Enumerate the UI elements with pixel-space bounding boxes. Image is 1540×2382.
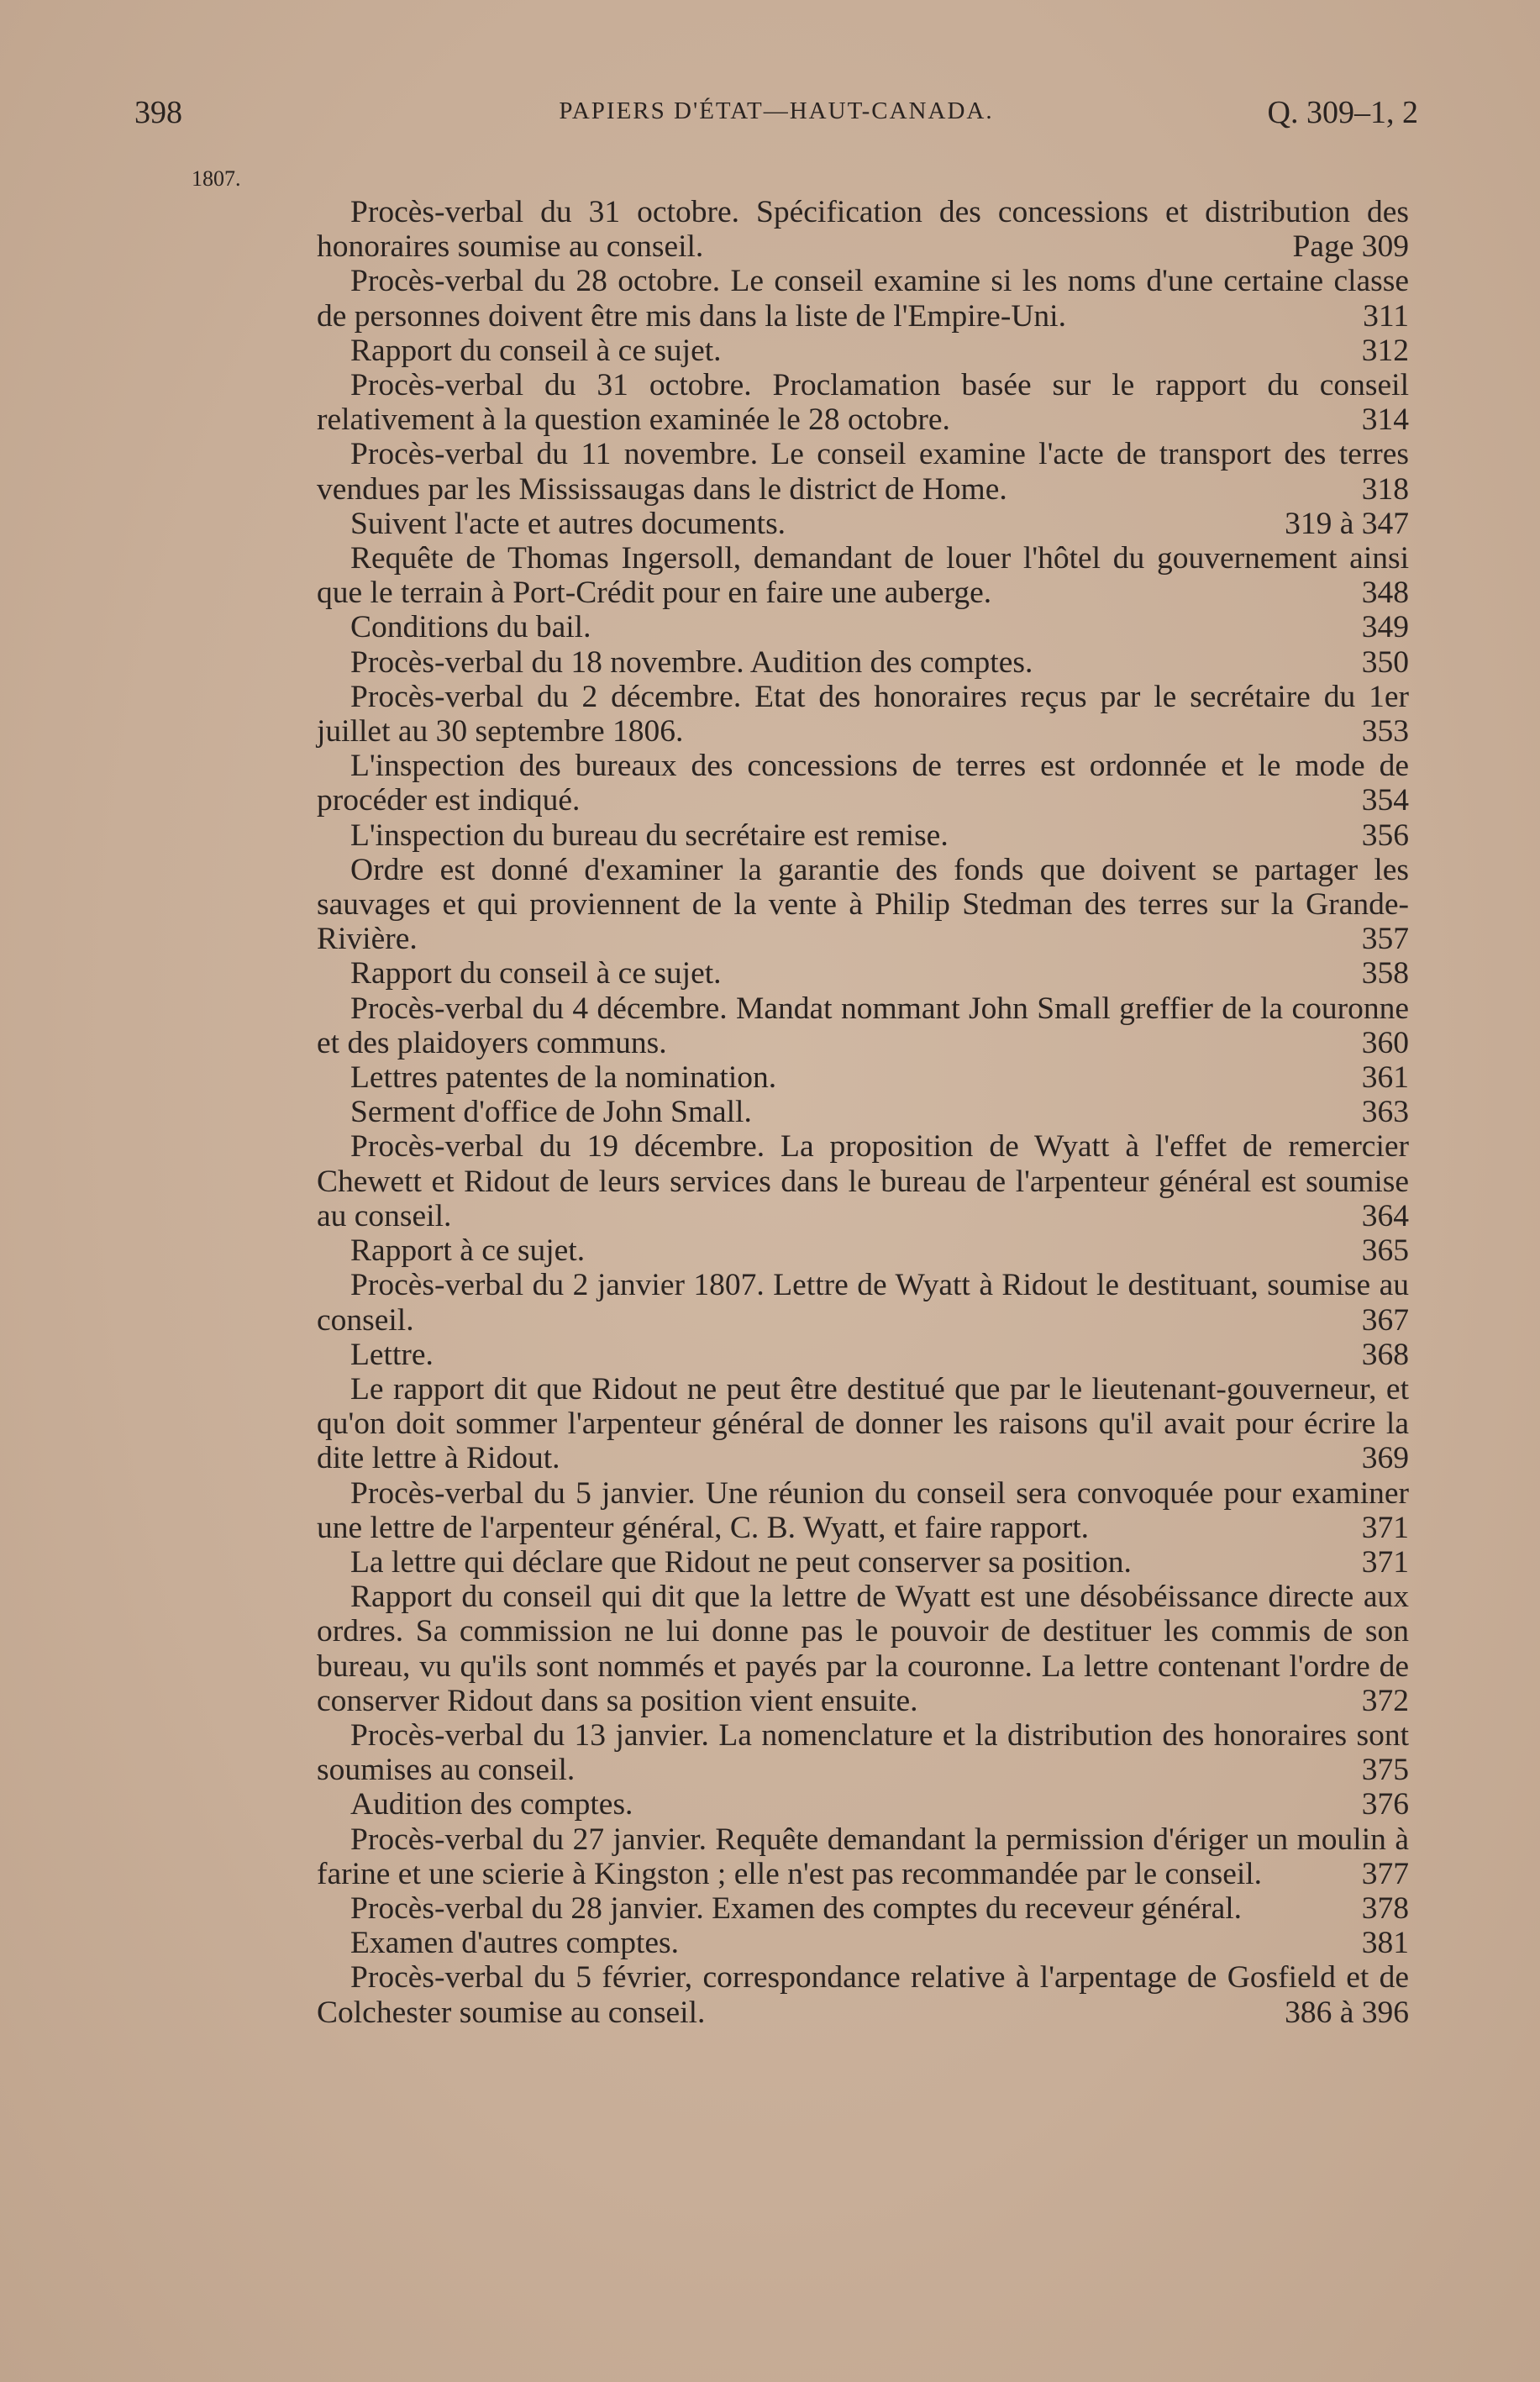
entry-page-reference: 369 xyxy=(1361,1441,1409,1476)
entry-description: La lettre qui déclare que Ridout ne peut conserver sa position. xyxy=(350,1544,1132,1580)
year-marginal-note: 1807. xyxy=(192,166,241,191)
calendar-entry xyxy=(317,853,1409,957)
entry-description: Procès-verbal du 19 décembre. La proposition de Wyatt à l'effet de remercier Chewett et Ridout de leurs services dans le bureau de l'arpenteur général est soumise au conseil. xyxy=(317,1129,1409,1233)
calendar-entry xyxy=(317,1129,1409,1233)
entry-page-reference: 371 xyxy=(1361,1544,1409,1580)
entry-description: Procès-verbal du 18 novembre. Audition des comptes. xyxy=(350,644,1033,680)
entry-page-reference: 312 xyxy=(1361,333,1409,368)
calendar-entry xyxy=(317,1233,1409,1268)
entry-description: Procès-verbal du 11 novembre. Le conseil examine l'acte de transport des terres vendues par les Mississaugas dans le district de Home. xyxy=(317,437,1409,507)
calendar-entry xyxy=(317,264,1409,333)
entry-page-reference: Page 309 xyxy=(1292,229,1409,265)
entry-page-reference: 367 xyxy=(1361,1302,1409,1338)
entry-page-reference: 360 xyxy=(1361,1025,1409,1060)
entry-description: Procès-verbal du 28 janvier. Examen des comptes du receveur général. xyxy=(350,1890,1243,1926)
calendar-entry xyxy=(317,1580,1409,1718)
calendar-entry xyxy=(317,1476,1409,1545)
entry-page-reference: 353 xyxy=(1361,714,1409,749)
entry-description: Conditions du bail. xyxy=(350,610,591,645)
calendar-entry xyxy=(317,645,1409,680)
entry-page-reference: 361 xyxy=(1361,1060,1409,1096)
entry-description: L'inspection des bureaux des concessions de terres est ordonnée et le mode de procéder est indiqué. xyxy=(317,749,1409,818)
calendar-entry xyxy=(317,1268,1409,1337)
entry-page-reference: 363 xyxy=(1361,1095,1409,1130)
entry-page-reference: 364 xyxy=(1361,1198,1409,1233)
entry-description: Requête de Thomas Ingersoll, demandant de louer l'hôtel du gouvernement ainsi que le terrain à Port-Crédit pour en faire une auberge. xyxy=(317,541,1409,611)
entry-description: Suivent l'acte et autres documents. xyxy=(350,506,786,541)
entry-description: Le rapport dit que Ridout ne peut être destitué que par le lieutenant-gouverneur, et qu'on doit sommer l'arpenteur général de donner les raisons qu'il avait pour écrire la dite lettre à Ridout. xyxy=(317,1371,1409,1476)
calendar-entry xyxy=(317,334,1409,368)
entry-description: Procès-verbal du 31 octobre. Spécification des concessions et distribution des honoraires soumise au conseil. xyxy=(317,195,1409,265)
calendar-entry xyxy=(317,1372,1409,1476)
entry-page-reference: 319 à 347 xyxy=(1285,506,1409,541)
running-title: PAPIERS D'ÉTAT—HAUT-CANADA. xyxy=(559,97,994,124)
calendar-entry xyxy=(317,991,1409,1060)
entry-page-reference: 381 xyxy=(1361,1926,1409,1961)
entry-description: Procès-verbal du 31 octobre. Proclamation basée sur le rapport du conseil relativement à la question examinée le 28 octobre. xyxy=(317,368,1409,438)
entry-description: Rapport à ce sujet. xyxy=(350,1233,586,1269)
entry-page-reference: 348 xyxy=(1361,576,1409,611)
entry-page-reference: 365 xyxy=(1361,1233,1409,1269)
entry-page-reference: 349 xyxy=(1361,610,1409,645)
entry-description: Rapport du conseil à ce sujet. xyxy=(350,956,722,991)
calendar-entry xyxy=(317,195,1409,264)
calendar-entry xyxy=(317,507,1409,541)
entry-page-reference: 368 xyxy=(1361,1337,1409,1372)
entry-description: Examen d'autres comptes. xyxy=(350,1926,680,1961)
entry-description: Lettre. xyxy=(350,1337,434,1372)
entry-description: Procès-verbal du 5 janvier. Une réunion du conseil sera convoquée pour examiner une lettre de l'arpenteur général, C. B. Wyatt, et faire rapport. xyxy=(317,1475,1409,1545)
page-number: 398 xyxy=(134,95,182,130)
entry-description: Ordre est donné d'examiner la garantie des fonds que doivent se partager les sauvages et qui proviennent de la vente à Philip Stedman des terres sur la Grande-Rivière. xyxy=(317,852,1409,957)
entry-page-reference: 386 à 396 xyxy=(1285,1995,1409,2030)
archive-reference: Q. 309–1, 2 xyxy=(1267,95,1418,130)
page-header xyxy=(134,94,1418,145)
entry-page-reference: 358 xyxy=(1361,956,1409,991)
calendar-entry xyxy=(317,1718,1409,1787)
entry-description: Procès-verbal du 13 janvier. La nomenclature et la distribution des honoraires sont soumises au conseil. xyxy=(317,1717,1409,1788)
calendar-entries xyxy=(317,195,1409,2030)
entry-description: Procès-verbal du 4 décembre. Mandat nommant John Small greffier de la couronne et des plaidoyers communs. xyxy=(317,991,1409,1060)
entry-page-reference: 376 xyxy=(1361,1787,1409,1822)
calendar-entry xyxy=(317,1338,1409,1372)
calendar-entry xyxy=(317,437,1409,506)
entry-page-reference: 311 xyxy=(1363,298,1409,334)
calendar-entry xyxy=(317,818,1409,853)
entry-description: Lettres patentes de la nomination. xyxy=(350,1060,777,1096)
calendar-entry xyxy=(317,1822,1409,1891)
calendar-entry xyxy=(317,749,1409,818)
calendar-entry xyxy=(317,680,1409,749)
entry-page-reference: 357 xyxy=(1361,922,1409,957)
calendar-entry xyxy=(317,956,1409,991)
entry-page-reference: 372 xyxy=(1361,1683,1409,1718)
entry-page-reference: 377 xyxy=(1361,1856,1409,1891)
entry-page-reference: 314 xyxy=(1361,402,1409,438)
entry-page-reference: 356 xyxy=(1361,818,1409,853)
entry-description: L'inspection du bureau du secrétaire est remise. xyxy=(350,818,949,853)
entry-description: Audition des comptes. xyxy=(350,1787,633,1822)
calendar-entry xyxy=(317,1095,1409,1129)
entry-description: Procès-verbal du 2 décembre. Etat des honoraires reçus par le secrétaire du 1er juillet au 30 septembre 1806. xyxy=(317,679,1409,749)
entry-description: Procès-verbal du 2 janvier 1807. Lettre de Wyatt à Ridout le destituant, soumise au conseil. xyxy=(317,1268,1409,1338)
calendar-entry xyxy=(317,1891,1409,1926)
entry-page-reference: 350 xyxy=(1361,644,1409,680)
entry-page-reference: 371 xyxy=(1361,1510,1409,1545)
entry-page-reference: 318 xyxy=(1361,471,1409,507)
entry-description: Rapport du conseil à ce sujet. xyxy=(350,333,722,368)
calendar-entry xyxy=(317,541,1409,610)
entry-description: Procès-verbal du 28 octobre. Le conseil examine si les noms d'une certaine classe de personnes doivent être mis dans la liste de l'Empire-Uni. xyxy=(317,264,1409,334)
entry-description: Procès-verbal du 5 février, correspondance relative à l'arpentage de Gosfield et de Colchester soumise au conseil. xyxy=(317,1960,1409,2030)
calendar-entry xyxy=(317,1060,1409,1095)
entry-page-reference: 354 xyxy=(1361,783,1409,818)
entry-page-reference: 378 xyxy=(1361,1890,1409,1926)
calendar-entry xyxy=(317,610,1409,644)
entry-description: Rapport du conseil qui dit que la lettre de Wyatt est une désobéissance directe aux ordres. Sa commission ne lui donne pas le pouvoir de destituer les commis de son bureau, vu qu'ils sont nommés et payés par la couronne. La lettre contenant l'ordre de conserver Ridout dans sa position vient ensuite. xyxy=(317,1580,1409,1718)
entry-description: Serment d'office de John Small. xyxy=(350,1095,752,1130)
calendar-entry xyxy=(317,368,1409,437)
entry-description: Procès-verbal du 27 janvier. Requête demandant la permission d'ériger un moulin à farine et une scierie à Kingston ; elle n'est pas recommandée par le conseil. xyxy=(317,1822,1409,1891)
entry-page-reference: 375 xyxy=(1361,1753,1409,1788)
calendar-entry xyxy=(317,1960,1409,2029)
calendar-entry xyxy=(317,1545,1409,1580)
calendar-entry xyxy=(317,1926,1409,1960)
calendar-entry xyxy=(317,1787,1409,1822)
